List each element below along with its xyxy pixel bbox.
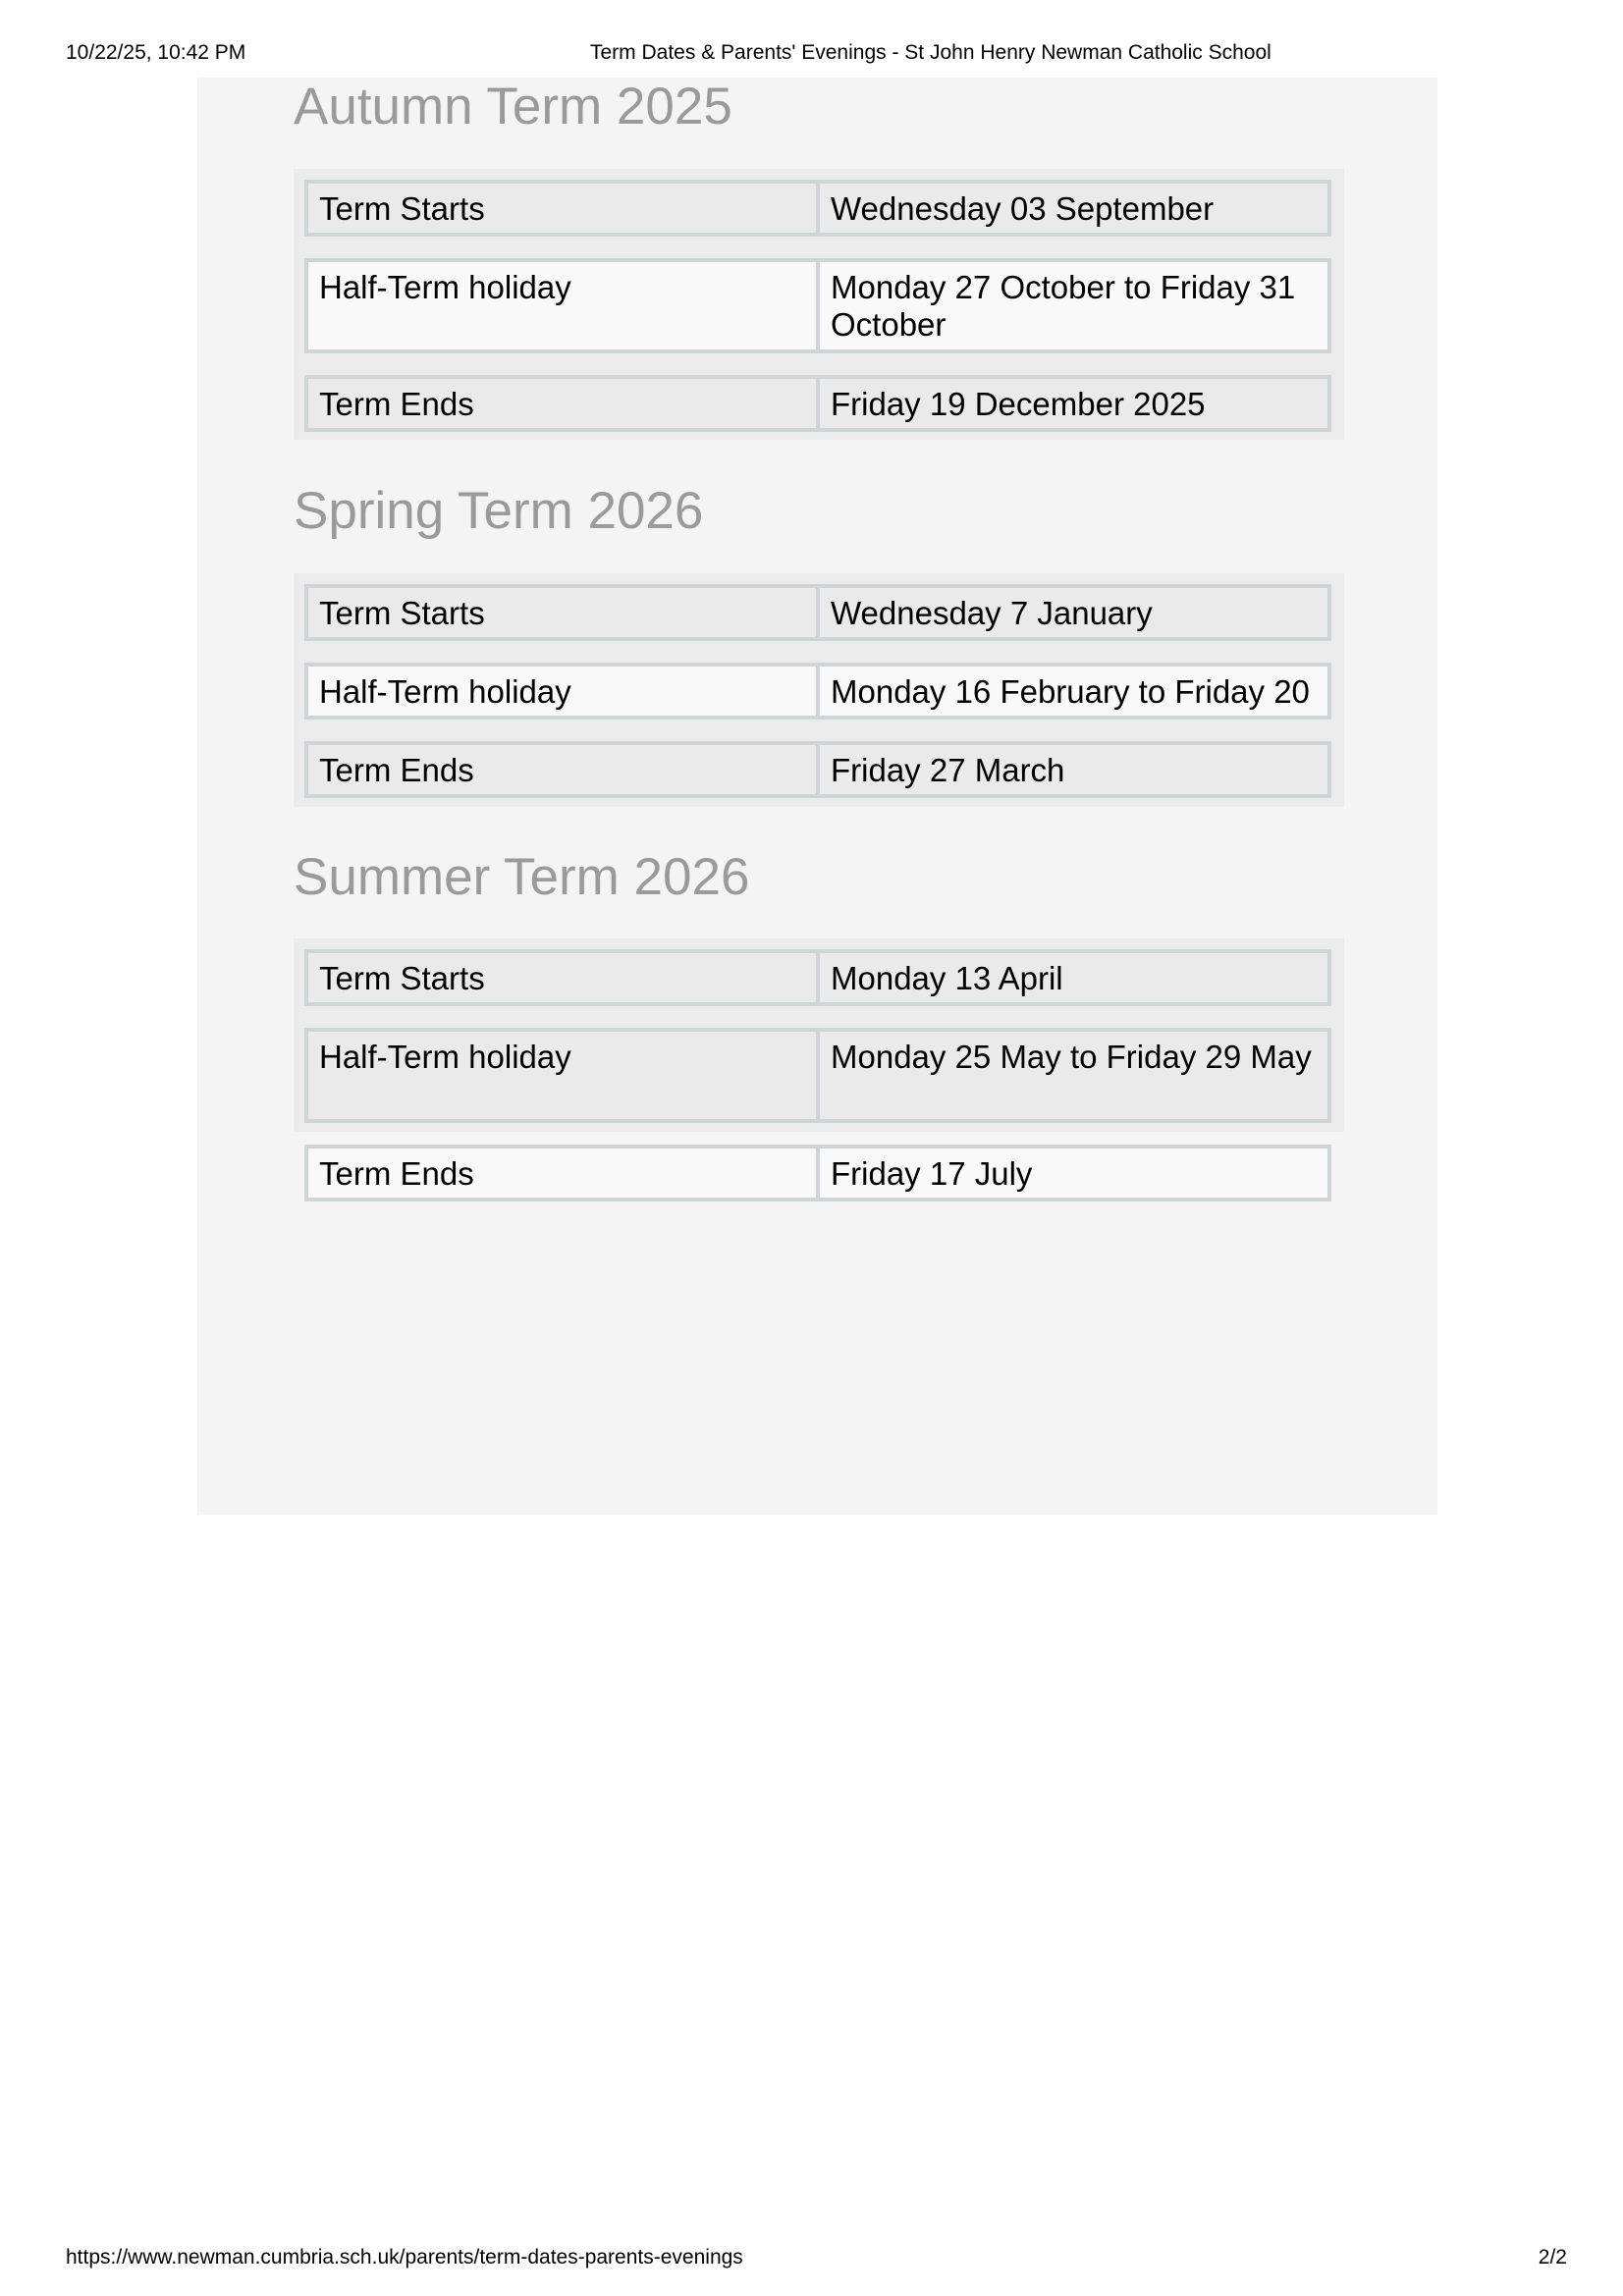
row-value: Friday 27 March [818,741,1331,798]
row-value: Friday 19 December 2025 [818,375,1331,432]
row-label: Term Starts [304,949,818,1006]
row-label: Term Ends [304,741,818,798]
row-value: Friday 17 July [818,1145,1331,1201]
term-table-rows [294,573,1344,807]
row-value: Monday 25 May to Friday 29 May [818,1028,1331,1123]
row-value: Wednesday 7 January [818,584,1331,641]
table-row [304,1028,1331,1123]
table-row [304,1145,1331,1201]
row-label: Term Ends [304,1145,818,1201]
row-label: Half-Term holiday [304,663,818,720]
table-row [304,663,1331,720]
row-value: Monday 27 October to Friday 31 October [818,258,1331,353]
row-value: Wednesday 03 September [818,180,1331,237]
row-label: Half-Term holiday [304,1028,818,1123]
row-label: Term Starts [304,584,818,641]
term-title: Autumn Term 2025 [294,78,732,135]
print-footer [0,2244,1623,2273]
row-value: Monday 13 April [818,949,1331,1006]
print-header [0,39,1623,69]
print-page-title: Term Dates & Parents' Evenings - St John Henry Newman Catholic School [590,41,1271,64]
table-row [304,741,1331,798]
table-row [304,180,1331,237]
term-title: Summer Term 2026 [294,848,750,906]
term-title: Spring Term 2026 [294,482,704,540]
row-label: Term Ends [304,375,818,432]
print-page-number: 2/2 [1538,2246,1567,2269]
table-row [304,258,1331,353]
term-table-rows [294,938,1344,1213]
table-row [304,584,1331,641]
term-table-rows [294,169,1344,440]
row-label: Half-Term holiday [304,258,818,353]
row-label: Term Starts [304,180,818,237]
row-value: Monday 16 February to Friday 20 [818,663,1331,720]
print-datetime: 10/22/25, 10:42 PM [66,41,246,64]
table-row [304,949,1331,1006]
table-row [304,375,1331,432]
print-url: https://www.newman.cumbria.sch.uk/parents/term-dates-parents-evenings [66,2246,743,2269]
content-panel [197,78,1437,1515]
